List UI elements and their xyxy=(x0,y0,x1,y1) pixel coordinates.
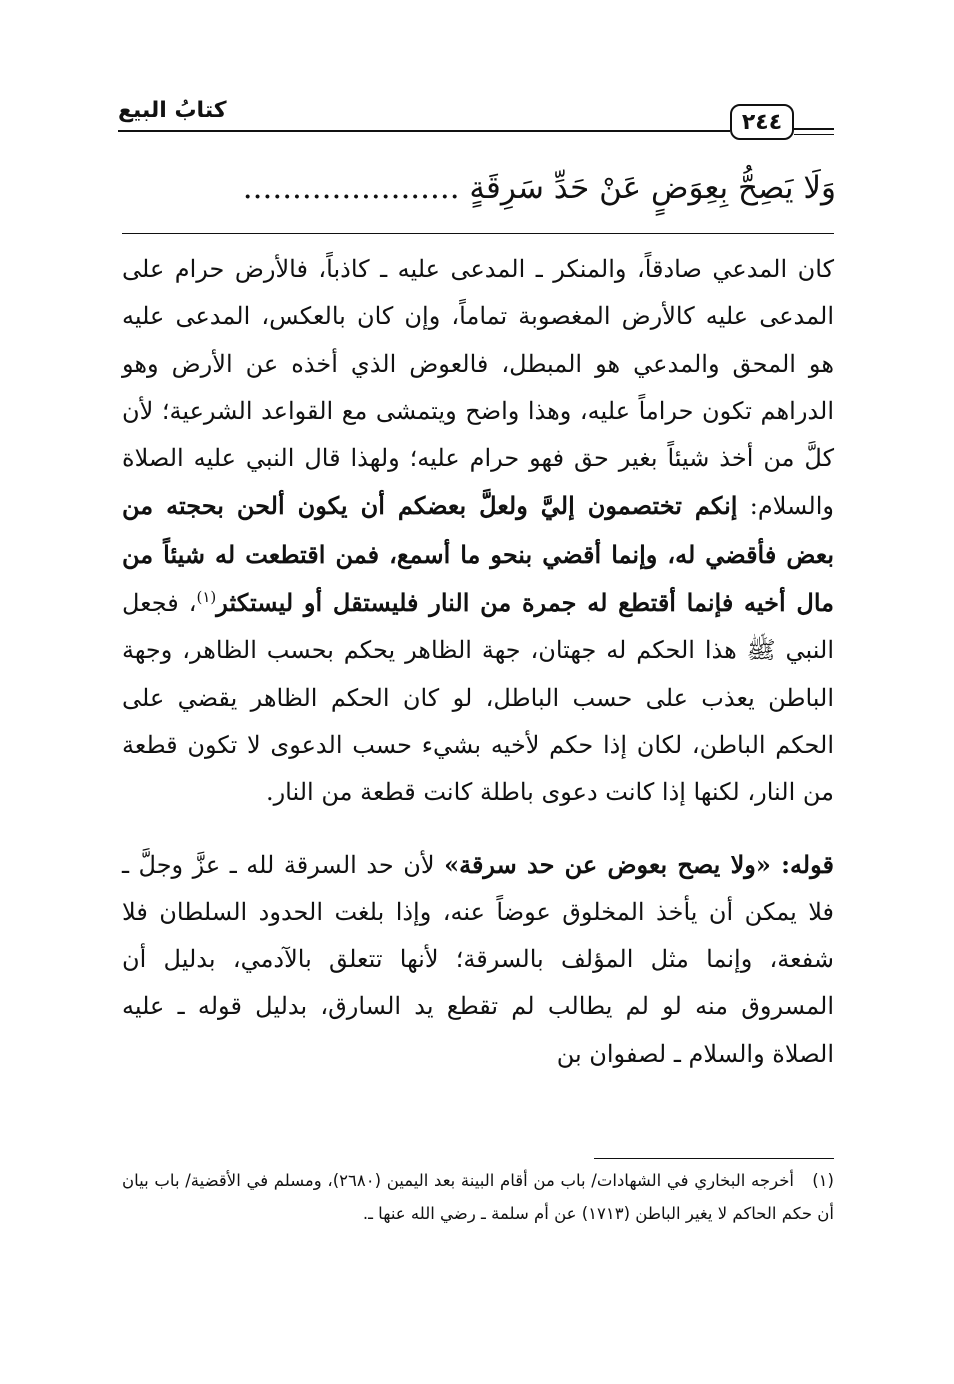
paragraph-2 xyxy=(122,841,834,1078)
page-header xyxy=(118,96,834,148)
paragraph-1-text-b: ، فجعل النبي ﷺ هذا الحكم له جهتان، جهة الظاهر يحكم بحسب الظاهر، وجهة الباطن يعذب على حسب الباطل، لو كان الحكم الظاهر يقضي على الحكم الباطن، لكان إذا حكم لأخيه بشيء حسب الدعوى لا تكون قطعة من النار، لكنها إذا كانت دعوى باطلة كانت قطعة من النار. xyxy=(122,589,835,807)
paragraph-1-text-a: كان المدعي صادقاً، والمنكر ـ المدعى عليه ـ كاذباً، فالأرض حرام على المدعى عليه كالأرض المغصوبة تماماً، وإن كان بالعكس، المدعى عليه هو المحق والمدعي هو المبطل، فالعوض الذي أخذه عن الأرض وهو الدراهم تكون حراماً عليه، وهذا واضح ويتمشى مع القواعد الشرعية؛ لأن كلَّ من أخذ شيئاً بغير حق فهو حرام عليه؛ ولهذا قال النبي عليه الصلاة والسلام: xyxy=(122,255,835,521)
header-rule-right xyxy=(794,128,834,130)
footnote xyxy=(122,1164,834,1230)
header-rule xyxy=(118,130,730,132)
footnote-ref[interactable]: (١) xyxy=(196,588,217,607)
paragraph-2-text: لأن حد السرقة لله ـ عزَّ وجلَّ ـ فلا يمكن أن يأخذ المخلوق عوضاً عنه، وإذا بلغت الحدود السلطان فلا شفعة، وإنما مثل المؤلف بالسرقة؛ لأنها تتعلق بالآدمي، بدليل أن المسروق منه لو لم يطالب لم تقطع يد السارق، بدليل قوله ـ عليه الصلاة والسلام ـ لصفوان بن xyxy=(122,850,835,1068)
hadith-quote: إنكم تختصمون إليَّ ولعلَّ بعضكم أن يكون ألحن بحجته من بعض فأقضي له، وإنما أقضي بنحو ما أسمع، فمن اقتطعت له شيئاً من مال أخيه فإنما أقتطع له جمرة من النار فليستقل أو ليستكثر xyxy=(122,491,835,618)
matn-quote-label: قوله: «ولا يصح بعوض عن حد سرقة» xyxy=(444,849,834,879)
page-number: ٢٤٤ xyxy=(730,104,794,140)
footnote-rule xyxy=(594,1158,834,1159)
footnote-number: (١) xyxy=(812,1171,834,1190)
header-rule-right-double xyxy=(794,134,834,135)
paragraph-1 xyxy=(122,246,834,817)
footnote-text: أخرجه البخاري في الشهادات/ باب من أقام البينة بعد اليمين (٢٦٨٠)، ومسلم في الأقضية/ باب بيان أن حكم الحاكم لا يغير الباطن (١٧١٣) عن أم سلمة ـ رضي الله عنها ـ. xyxy=(122,1171,834,1223)
book-title: كتابُ البيع xyxy=(118,98,227,123)
matn-line: وَلَا يَصِحُّ بِعِوَضٍ عَنْ حَدِّ سَرِقَةٍ ...................... xyxy=(242,170,836,206)
commentary-body xyxy=(122,246,834,1078)
matn-divider xyxy=(122,233,834,234)
